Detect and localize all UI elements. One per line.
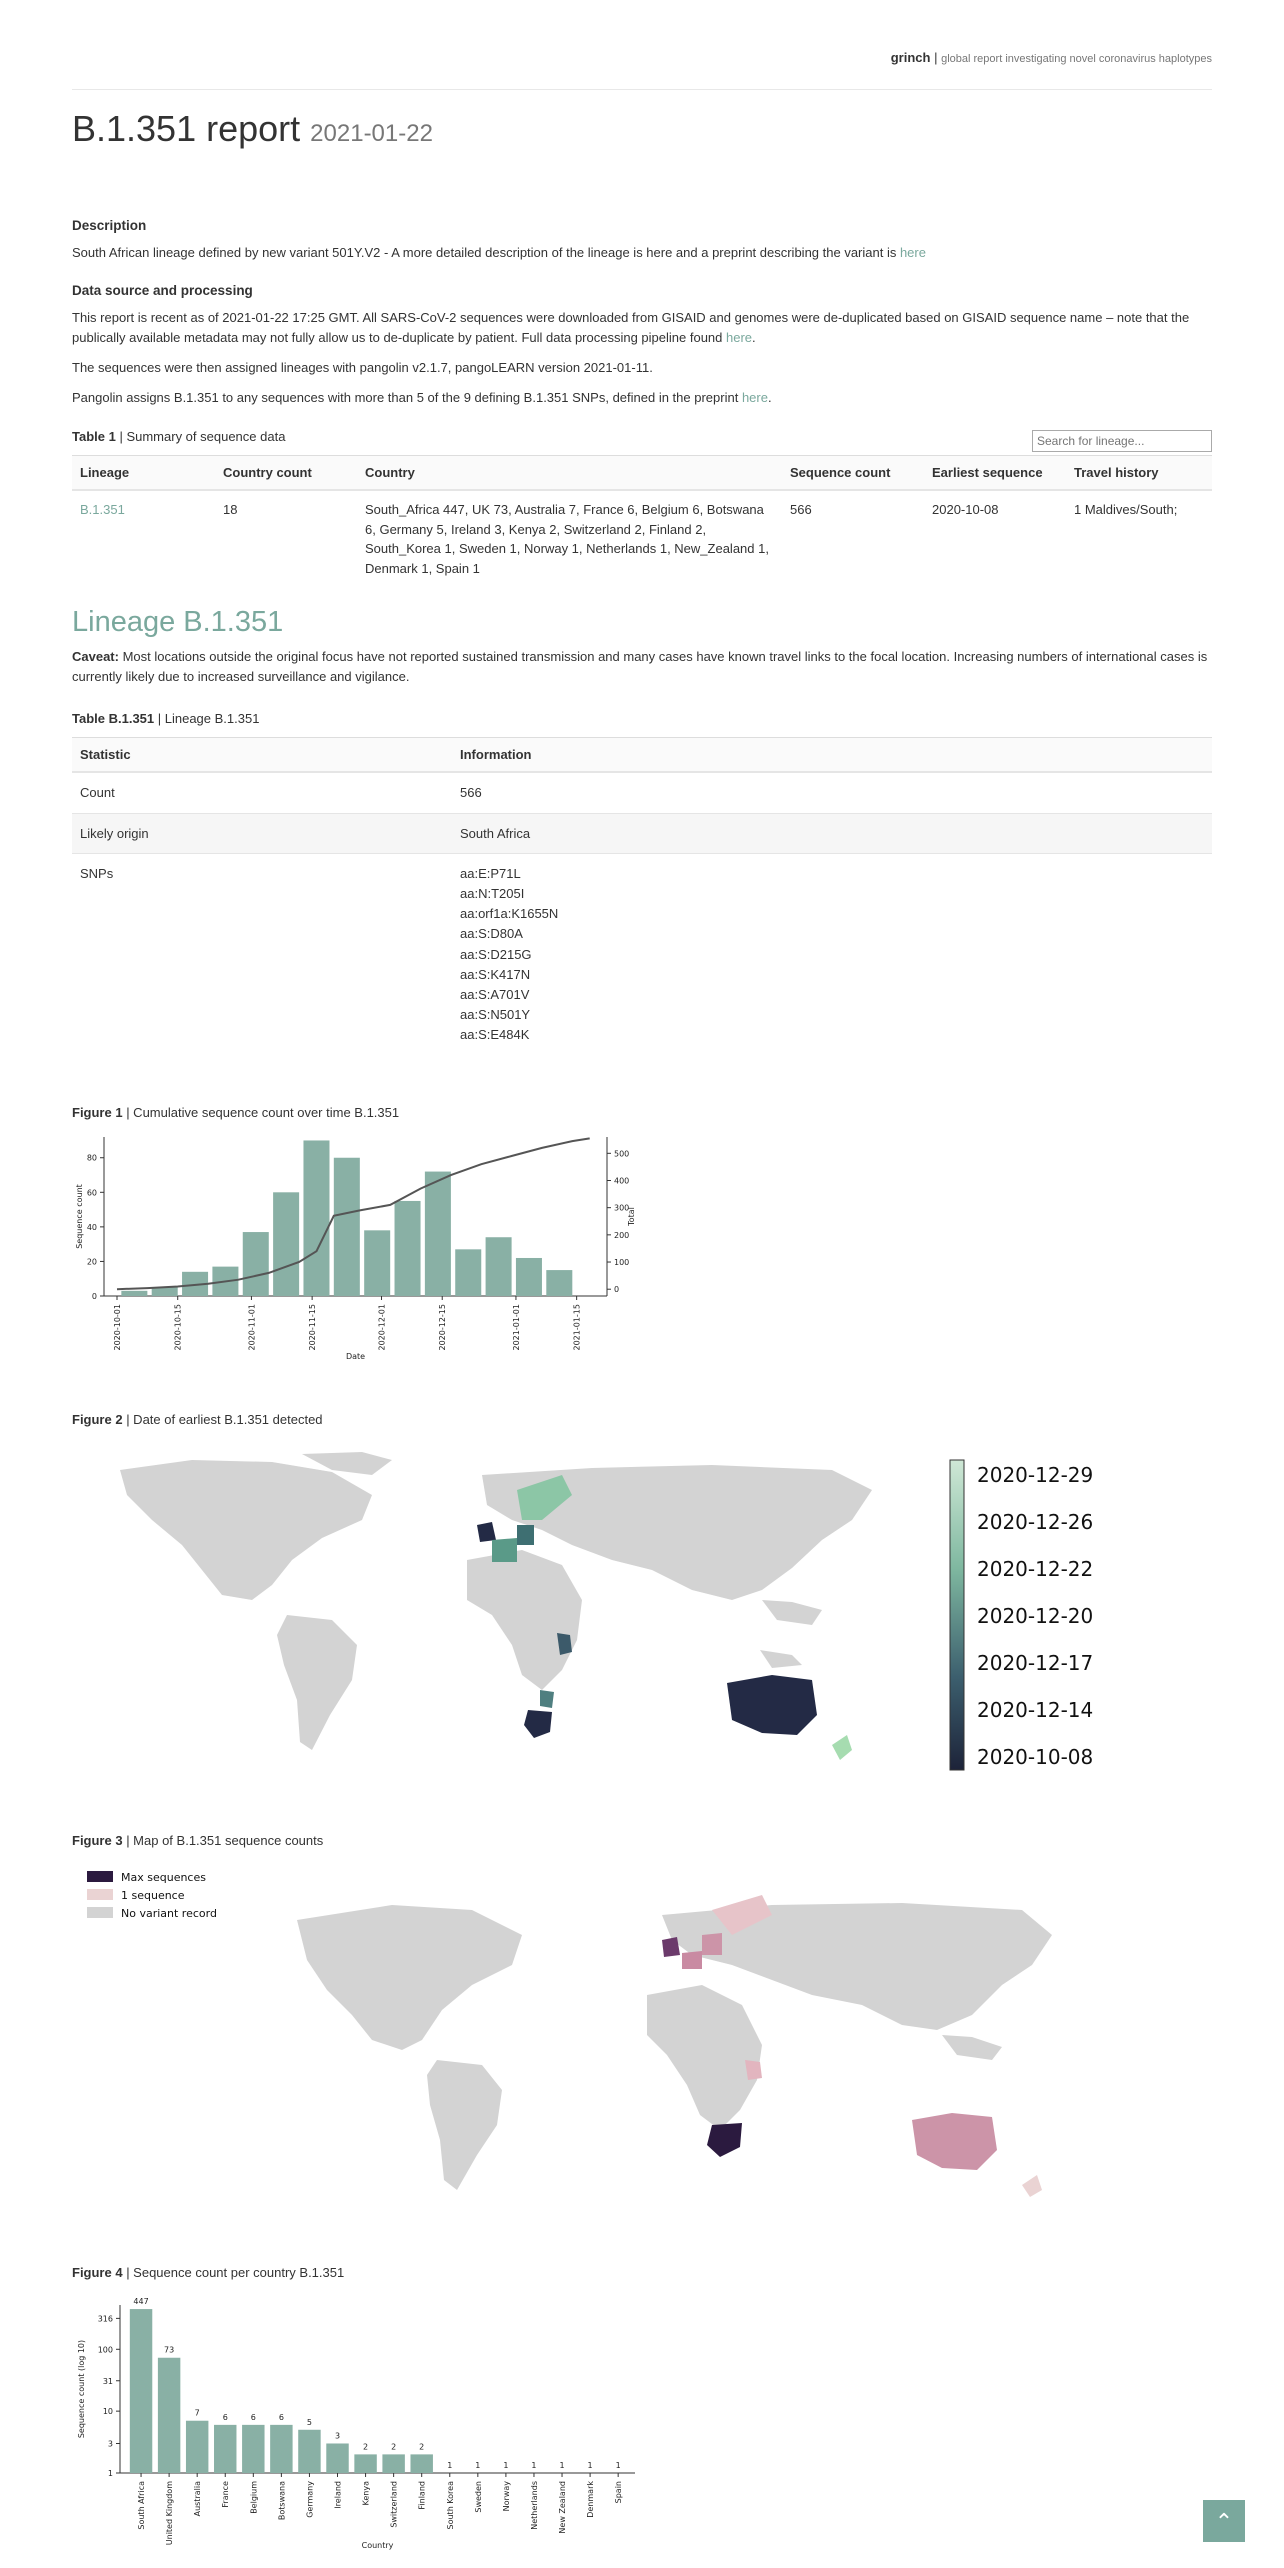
map-region-australia	[912, 2113, 997, 2170]
map-region-new-zealand	[832, 1735, 852, 1760]
page-title	[72, 108, 433, 150]
figure2-caption-label: Figure 2	[72, 1412, 123, 1427]
column-header[interactable]: Earliest sequence	[924, 456, 1066, 491]
bar-value-label: 2	[363, 2442, 369, 2452]
caveat-body: Most locations outside the original focus have not reported sustained transmission and many cases have known travel links to the focal location. Increasing numbers of international cases is currently likely due to increased surveillance and vigilance.	[72, 649, 1208, 685]
snp-item: aa:E:P71L	[460, 866, 521, 881]
bar	[455, 1249, 481, 1296]
bar-value-label: 7	[194, 2408, 200, 2418]
brand-tagline: global report investigating novel coronavirus haplotypes	[941, 53, 1212, 65]
snp-item: aa:S:D215G	[460, 946, 532, 962]
column-header[interactable]: Country	[357, 456, 782, 491]
snp-item: aa:orf1a:K1655N	[460, 906, 559, 922]
stat-table-header	[72, 738, 1212, 773]
bar	[121, 1291, 147, 1296]
column-header[interactable]: Country count	[215, 456, 357, 491]
x-tick-label: 2021-01-01	[511, 1304, 521, 1351]
colorbar-label: 2020-12-22	[977, 1557, 1094, 1581]
column-header[interactable]: Lineage	[72, 456, 215, 491]
header-divider	[72, 89, 1212, 90]
x-tick-label: Belgium	[249, 2481, 259, 2514]
bar-value-label: 1	[475, 2461, 481, 2470]
snp-preprint-link[interactable]: here	[741, 390, 768, 406]
bar	[395, 1201, 421, 1296]
table-row	[72, 490, 1212, 587]
table-row	[72, 813, 1212, 854]
data-source-p3-text: Pangolin assigns B.1.351 to any sequences with more than 5 of the 9 defining B.1.351 SNPs, defined in the preprint	[72, 390, 742, 406]
bar-value-label: 1	[615, 2461, 621, 2470]
bar	[303, 1140, 329, 1296]
x-tick-label: Denmark	[586, 2481, 596, 2518]
stat-value: 566	[452, 772, 1212, 813]
y-tick-label: 80	[86, 1153, 97, 1163]
data-source-section	[72, 283, 1212, 409]
legend-label: 1 sequence	[121, 1889, 185, 1902]
figure3-caption-label: Figure 3	[72, 1833, 123, 1848]
figure4-caption-text: | Sequence count per country B.1.351	[122, 2265, 345, 2280]
x-tick-label: 2020-10-15	[173, 1304, 183, 1351]
report-date: 2021-01-22	[310, 120, 433, 147]
y-axis-label: Sequence count (log 10)	[77, 2339, 86, 2439]
table1-caption-label: Table 1	[72, 429, 116, 444]
bar	[354, 2454, 376, 2473]
snp-item: aa:S:K417N	[460, 966, 531, 982]
table1-caption-text: | Summary of sequence data	[115, 429, 286, 444]
snp-item: aa:N:T205I	[460, 886, 525, 902]
snp-item: aa:S:A701V	[460, 986, 530, 1002]
figure1-caption-text: | Cumulative sequence count over time B.1.351	[122, 1105, 400, 1120]
colorbar-label: 2020-10-08	[977, 1745, 1094, 1769]
y-tick-label: 20	[86, 1257, 97, 1267]
table-cell: 566	[782, 490, 924, 587]
lineage-section	[72, 606, 1212, 687]
x-tick-label: 2020-11-01	[247, 1304, 257, 1351]
figure3-map	[72, 1865, 1212, 2205]
bar	[516, 1258, 542, 1296]
bar-value-label: 6	[222, 2412, 228, 2422]
legend-swatch-one	[87, 1889, 113, 1900]
x-tick-label: South Africa	[137, 2481, 147, 2530]
map-region-france	[492, 1538, 517, 1562]
legend-swatch-none	[87, 1907, 113, 1918]
table-row	[72, 854, 1212, 1056]
legend-swatch-max	[87, 1871, 113, 1882]
x-axis-label: Country	[361, 2541, 394, 2550]
bar	[298, 2430, 320, 2473]
map-region-uk	[662, 1937, 680, 1957]
lineage-table-wrap	[72, 737, 1212, 1055]
data-source-p1-text: This report is recent as of 2021-01-22 17:25 GMT. All SARS-CoV-2 sequences were downloaded from GISAID and genomes were de-duplicated based on GISAID sequence name – note that the publically available metadata may not fully allow us to de-duplicate by patient. Full data processing pipeline found	[72, 310, 1190, 346]
colorbar	[950, 1460, 964, 1770]
bar	[486, 1237, 512, 1296]
x-tick-label: Norway	[501, 2481, 511, 2512]
snp-list	[452, 854, 1212, 1056]
bar	[425, 1172, 451, 1296]
summary-table	[72, 455, 1212, 587]
bar	[273, 1192, 299, 1296]
bar	[270, 2425, 292, 2473]
pipeline-link[interactable]: here	[726, 330, 753, 346]
x-tick-label: 2020-12-15	[438, 1304, 448, 1351]
x-tick-label: 2020-10-01	[113, 1304, 123, 1351]
bar-value-label: 1	[559, 2461, 565, 2470]
colorbar-label: 2020-12-14	[977, 1698, 1094, 1722]
bar-value-label: 2	[419, 2442, 425, 2452]
table-row	[72, 772, 1212, 813]
y-axis-label: Sequence count	[75, 1184, 84, 1249]
x-tick-label: Ireland	[333, 2481, 343, 2509]
column-header: Statistic	[72, 738, 452, 773]
map-region-south-africa	[707, 2123, 742, 2157]
figure3-caption	[72, 1833, 1212, 1848]
map-region-south-africa	[524, 1710, 552, 1738]
y-tick-label: 1	[107, 2469, 113, 2478]
bar	[382, 2454, 404, 2473]
figure1-caption-label: Figure 1	[72, 1105, 123, 1120]
figure4-caption	[72, 2265, 1212, 2280]
brand-separator: |	[934, 50, 938, 65]
figure4-chart	[72, 2290, 672, 2560]
x-tick-label: United Kingdom	[165, 2481, 175, 2546]
y-tick-label: 60	[86, 1188, 97, 1198]
table-cell: 1 Maldives/South;	[1066, 490, 1212, 587]
bar	[243, 1232, 269, 1296]
bar	[130, 2309, 152, 2473]
bar-value-label: 1	[447, 2461, 453, 2470]
y-tick-label: 40	[86, 1222, 97, 1232]
caveat-text	[72, 647, 1212, 687]
lineage-search-input[interactable]	[1032, 430, 1212, 452]
y2-tick-label: 200	[614, 1230, 630, 1240]
bar	[242, 2425, 264, 2473]
data-source-p2: The sequences were then assigned lineages with pangolin v2.1.7, pangoLEARN version 2021-01-11.	[72, 360, 653, 376]
y-tick-label: 31	[102, 2376, 113, 2386]
x-axis-label: Date	[345, 1352, 366, 1361]
x-tick-label: Botswana	[277, 2481, 287, 2521]
stat-label: Likely origin	[72, 813, 452, 854]
bar	[326, 2443, 348, 2473]
y2-tick-label: 400	[614, 1176, 630, 1186]
x-tick-label: 2020-12-01	[377, 1304, 387, 1351]
figure3-caption-text: | Map of B.1.351 sequence counts	[122, 1833, 324, 1848]
figure1-caption	[72, 1105, 1212, 1120]
brand-name[interactable]: grinch	[890, 50, 931, 65]
preprint-link[interactable]: here	[899, 245, 926, 260]
colorbar-label: 2020-12-20	[977, 1604, 1094, 1628]
snp-item: aa:S:D80A	[460, 926, 523, 942]
description-body: South African lineage defined by new variant 501Y.V2 - A more detailed description of the lineage is here and a preprint describing the variant is	[72, 245, 900, 260]
x-tick-label: Netherlands	[529, 2481, 539, 2530]
bar	[364, 1230, 390, 1296]
bar-value-label: 1	[587, 2461, 593, 2470]
lineage-table-caption-label: Table B.1.351	[72, 711, 155, 726]
figure1-chart	[72, 1125, 672, 1365]
x-tick-label: South Korea	[445, 2481, 455, 2530]
y-tick-label: 100	[97, 2345, 113, 2355]
stat-label: Count	[72, 772, 452, 813]
data-source-p3: Pangolin assigns B.1.351 to any sequences with more than 5 of the 9 defining B.1.351 SNPs, defined in the preprint here.	[72, 390, 772, 406]
figure2-caption-text: | Date of earliest B.1.351 detected	[122, 1412, 323, 1427]
bar-value-label: 5	[306, 2417, 312, 2427]
y-tick-label: 10	[102, 2407, 113, 2417]
data-source-p1: This report is recent as of 2021-01-22 17:25 GMT. All SARS-CoV-2 sequences were downloaded from GISAID and genomes were de-duplicated based on GISAID sequence name – note that the publically available metadata may not fully allow us to de-duplicate by patient. Full data processing pipeline found here.	[72, 310, 1190, 346]
lineage-table-caption	[72, 711, 1212, 726]
x-tick-label: Spain	[614, 2481, 624, 2504]
y-tick-label: 0	[91, 1292, 97, 1301]
map-region-australia	[727, 1675, 817, 1735]
x-tick-label: New Zealand	[558, 2481, 568, 2534]
table-cell	[72, 490, 215, 587]
table-cell: 18	[215, 490, 357, 587]
x-tick-label: 2021-01-15	[572, 1304, 582, 1351]
map-region-uk	[477, 1522, 496, 1542]
back-to-top-button[interactable]	[1203, 2500, 1245, 2542]
bar	[186, 2421, 208, 2473]
caveat-label: Caveat:	[72, 649, 119, 664]
figure4-caption-label: Figure 4	[72, 2265, 123, 2280]
bar	[158, 2358, 180, 2473]
map-region-new-zealand	[1022, 2175, 1042, 2197]
chevron-up-icon: ⌃	[1214, 2509, 1234, 2534]
top-bar	[891, 50, 1212, 65]
description-text	[72, 243, 1212, 263]
y-tick-label: 316	[97, 2314, 113, 2324]
colorbar-label: 2020-12-26	[977, 1510, 1094, 1534]
x-tick-label: Switzerland	[389, 2481, 399, 2528]
bar	[546, 1270, 572, 1296]
x-tick-label: Finland	[417, 2481, 427, 2510]
lineage-heading: Lineage B.1.351	[72, 606, 284, 638]
table-cell: 2020-10-08	[924, 490, 1066, 587]
map-region-germany	[517, 1525, 534, 1545]
legend-label: Max sequences	[121, 1871, 206, 1884]
x-tick-label: France	[221, 2481, 231, 2508]
summary-table-header	[72, 456, 1212, 491]
lineage-table-caption-text: | Lineage B.1.351	[154, 711, 260, 726]
map-region-germany	[702, 1933, 722, 1955]
figure2-map	[72, 1450, 1212, 1780]
bar	[334, 1158, 360, 1296]
bar	[214, 2425, 236, 2473]
column-header[interactable]: Sequence count	[782, 456, 924, 491]
figure2-caption	[72, 1412, 1212, 1427]
bar-value-label: 447	[133, 2297, 149, 2307]
colorbar-label: 2020-12-29	[977, 1463, 1094, 1487]
snp-item: aa:S:N501Y	[460, 1006, 531, 1022]
stat-value: South Africa	[452, 813, 1212, 854]
bar-value-label: 1	[503, 2461, 509, 2470]
x-tick-label: Kenya	[361, 2481, 371, 2506]
stat-label: SNPs	[72, 854, 452, 1056]
bar-value-label: 73	[164, 2345, 175, 2355]
y-tick-label: 3	[107, 2439, 113, 2449]
lineage-link[interactable]: B.1.351	[80, 502, 125, 517]
x-tick-label: Sweden	[473, 2481, 483, 2513]
y2-tick-label: 100	[614, 1258, 630, 1268]
description-heading: Description	[72, 218, 147, 233]
bar	[410, 2454, 432, 2473]
x-tick-label: Germany	[305, 2481, 315, 2518]
map-region-botswana	[540, 1690, 554, 1708]
lineage-stat-table	[72, 737, 1212, 1055]
y2-tick-label: 500	[614, 1149, 630, 1159]
data-source-heading: Data source and processing	[72, 283, 253, 298]
legend-label: No variant record	[121, 1907, 217, 1920]
bar-value-label: 6	[250, 2412, 256, 2422]
y2-axis-label: Total	[627, 1207, 636, 1226]
column-header: Information	[452, 738, 1212, 773]
colorbar-label: 2020-12-17	[977, 1651, 1094, 1675]
y2-tick-label: 300	[614, 1203, 630, 1213]
x-tick-label: Australia	[193, 2481, 203, 2517]
y2-tick-label: 0	[614, 1285, 620, 1295]
snp-item: aa:S:E484K	[460, 1027, 530, 1043]
column-header[interactable]: Travel history	[1066, 456, 1212, 491]
bar-value-label: 6	[278, 2412, 284, 2422]
map-region-france	[682, 1951, 702, 1969]
bar-value-label: 1	[531, 2461, 537, 2470]
bar-value-label: 2	[391, 2442, 397, 2452]
description-section	[72, 218, 1212, 263]
table-cell: South_Africa 447, UK 73, Australia 7, France 6, Belgium 6, Botswana 6, Germany 5, Ireland 3, Kenya 2, Switzerland 2, Finland 2, South_Korea 1, Sweden 1, Norway 1, Netherlands 1, New_Zealand 1, Denmark 1, Spain 1	[357, 490, 782, 587]
summary-table-wrap	[72, 455, 1212, 587]
x-tick-label: 2020-11-15	[308, 1304, 318, 1351]
report-title: B.1.351 report	[72, 108, 301, 149]
bar-value-label: 3	[334, 2431, 341, 2441]
